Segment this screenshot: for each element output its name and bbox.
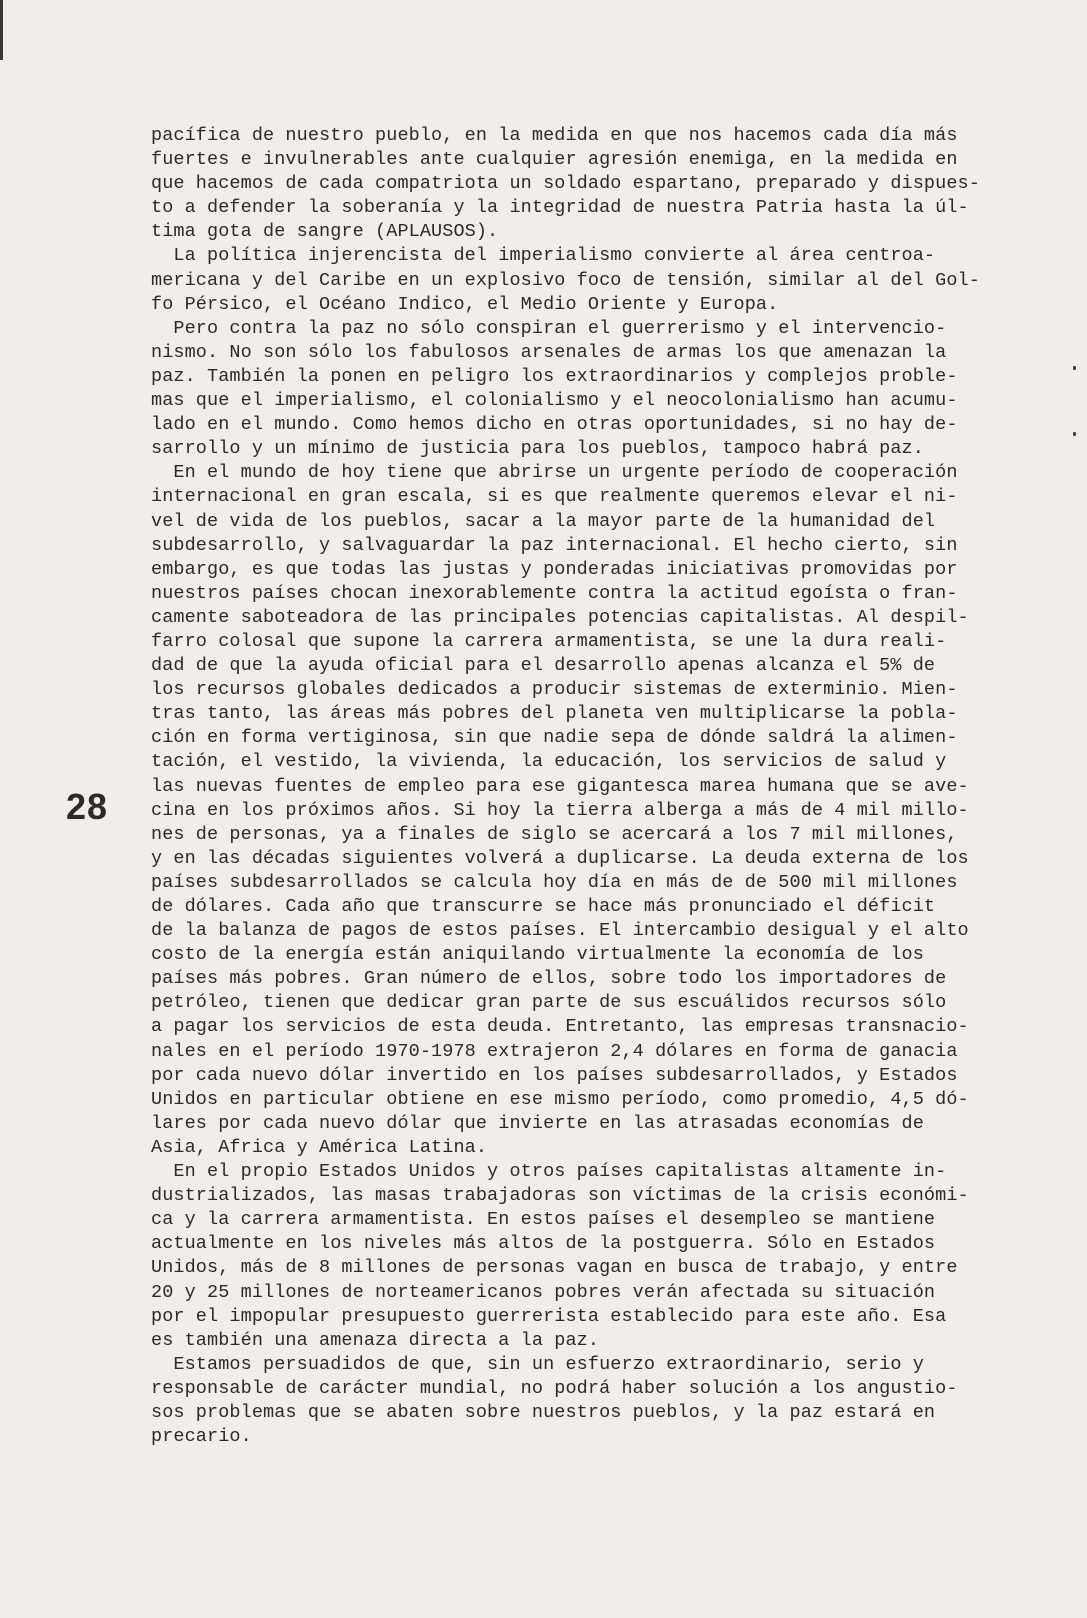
text-line: farro colosal que supone la carrera armamentista, se une la dura reali- bbox=[151, 630, 947, 652]
text-line: pacífica de nuestro pueblo, en la medida en que nos hacemos cada día más bbox=[151, 125, 958, 146]
text-line: costo de la energía están aniquilando virtualmente la economía de los bbox=[151, 944, 924, 966]
text-line: Asia, Africa y América Latina. bbox=[151, 1136, 488, 1158]
text-line: subdesarrollo, y salvaguardar la paz internacional. El hecho cierto, sin bbox=[151, 534, 958, 556]
text-line: Pero contra la paz no sólo conspiran el guerrerismo y el intervencio- bbox=[151, 317, 947, 339]
text-line: Estamos persuadidos de que, sin un esfuerzo extraordinario, serio y bbox=[151, 1353, 924, 1375]
text-line: dad de que la ayuda oficial para el desarrollo apenas alcanza el 5% de bbox=[151, 655, 936, 677]
text-line: tación, el vestido, la vivienda, la educación, los servicios de salud y bbox=[151, 751, 947, 773]
text-line: nuestros países chocan inexorablemente contra la actitud egoísta o fran- bbox=[151, 582, 958, 604]
text-line: países subdesarrollados se calcula hoy día en más de de 500 mil millones bbox=[151, 871, 958, 893]
text-line: precario. bbox=[151, 1426, 252, 1448]
text-line: y en las décadas siguientes volverá a duplicarse. La deuda externa de los bbox=[151, 847, 969, 869]
text-line: En el propio Estados Unidos y otros países capitalistas altamente in- bbox=[151, 1161, 947, 1183]
text-line: internacional en gran escala, si es que realmente queremos elevar el ni- bbox=[151, 486, 958, 508]
text-line: las nuevas fuentes de empleo para ese gigantesca marea humana que se ave- bbox=[151, 775, 969, 797]
text-line: sarrollo y un mínimo de justicia para los pueblos, tampoco habrá paz. bbox=[151, 438, 924, 460]
text-line: to a defender la soberanía y la integridad de nuestra Patria hasta la úl- bbox=[151, 197, 969, 219]
text-line: nes de personas, ya a finales de siglo se acercará a los 7 mil millones, bbox=[151, 823, 958, 845]
text-line: embargo, es que todas las justas y ponderadas iniciativas promovidas por bbox=[151, 558, 958, 580]
text-line: mas que el imperialismo, el colonialismo y el neocolonialismo han acumu- bbox=[151, 390, 958, 412]
text-line: 20 y 25 millones de norteamericanos pobres verán afectada su situación bbox=[151, 1281, 936, 1303]
page-number: 28 bbox=[66, 786, 109, 827]
text-line: fo Pérsico, el Océano Indico, el Medio Oriente y Europa. bbox=[151, 293, 779, 315]
text-line: actualmente en los niveles más altos de la postguerra. Sólo en Estados bbox=[151, 1233, 936, 1255]
text-line: por el impopular presupuesto guerrerista establecido para este año. Esa bbox=[151, 1305, 947, 1327]
body-text bbox=[151, 124, 1051, 1449]
text-line: países más pobres. Gran número de ellos, sobre todo los importadores de bbox=[151, 968, 947, 990]
text-line: vel de vida de los pueblos, sacar a la mayor parte de la humanidad del bbox=[151, 510, 936, 532]
text-line: a pagar los servicios de esta deuda. Entretanto, las empresas transnacio- bbox=[151, 1016, 969, 1038]
page-edge-mark bbox=[0, 0, 3, 60]
text-line: Unidos, más de 8 millones de personas vagan en busca de trabajo, y entre bbox=[151, 1257, 958, 1279]
text-line: ción en forma vertiginosa, sin que nadie sepa de dónde saldrá la alimen- bbox=[151, 727, 958, 749]
text-line: dustrializados, las masas trabajadoras son víctimas de la crisis económi- bbox=[151, 1185, 969, 1207]
text-line: nales en el período 1970-1978 extrajeron 2,4 dólares en forma de ganacia bbox=[151, 1040, 958, 1062]
text-line: camente saboteadora de las principales potencias capitalistas. Al despil- bbox=[151, 606, 969, 628]
paper-speck bbox=[1073, 432, 1076, 436]
paper-speck bbox=[1073, 366, 1076, 370]
text-line: petróleo, tienen que dedicar gran parte de sus escuálidos recursos sólo bbox=[151, 992, 947, 1014]
text-line: cina en los próximos años. Si hoy la tierra alberga a más de 4 mil millo- bbox=[151, 799, 969, 821]
text-line: responsable de carácter mundial, no podrá haber solución a los angustio- bbox=[151, 1377, 958, 1399]
text-line: Unidos en particular obtiene en ese mismo período, como promedio, 4,5 dó- bbox=[151, 1088, 969, 1110]
text-line: mericana y del Caribe en un explosivo foco de tensión, similar al del Gol- bbox=[151, 269, 980, 291]
text-line: de la balanza de pagos de estos países. El intercambio desigual y el alto bbox=[151, 920, 969, 942]
text-line: paz. También la ponen en peligro los extraordinarios y complejos proble- bbox=[151, 365, 958, 387]
text-line: En el mundo de hoy tiene que abrirse un urgente período de cooperación bbox=[151, 462, 958, 484]
text-line: ca y la carrera armamentista. En estos países el desempleo se mantiene bbox=[151, 1209, 936, 1231]
text-line: lares por cada nuevo dólar que invierte en las atrasadas economías de bbox=[151, 1112, 924, 1134]
text-line: La política injerencista del imperialismo convierte al área centroa- bbox=[151, 245, 936, 267]
text-line: tras tanto, las áreas más pobres del planeta ven multiplicarse la pobla- bbox=[151, 703, 958, 725]
text-line: de dólares. Cada año que transcurre se hace más pronunciado el déficit bbox=[151, 896, 936, 917]
text-line: nismo. No son sólo los fabulosos arsenales de armas los que amenazan la bbox=[151, 341, 947, 363]
text-line: los recursos globales dedicados a producir sistemas de exterminio. Mien- bbox=[151, 679, 958, 701]
text-line: tima gota de sangre (APLAUSOS). bbox=[151, 221, 499, 243]
text-line: lado en el mundo. Como hemos dicho en otras oportunidades, si no hay de- bbox=[151, 414, 958, 436]
text-line: que hacemos de cada compatriota un soldado espartano, preparado y dispues- bbox=[151, 173, 980, 195]
text-line: es también una amenaza directa a la paz. bbox=[151, 1329, 600, 1351]
text-line: sos problemas que se abaten sobre nuestros pueblos, y la paz estará en bbox=[151, 1401, 936, 1423]
text-line: fuertes e invulnerables ante cualquier agresión enemiga, en la medida en bbox=[151, 149, 958, 171]
text-line: por cada nuevo dólar invertido en los países subdesarrollados, y Estados bbox=[151, 1064, 958, 1086]
